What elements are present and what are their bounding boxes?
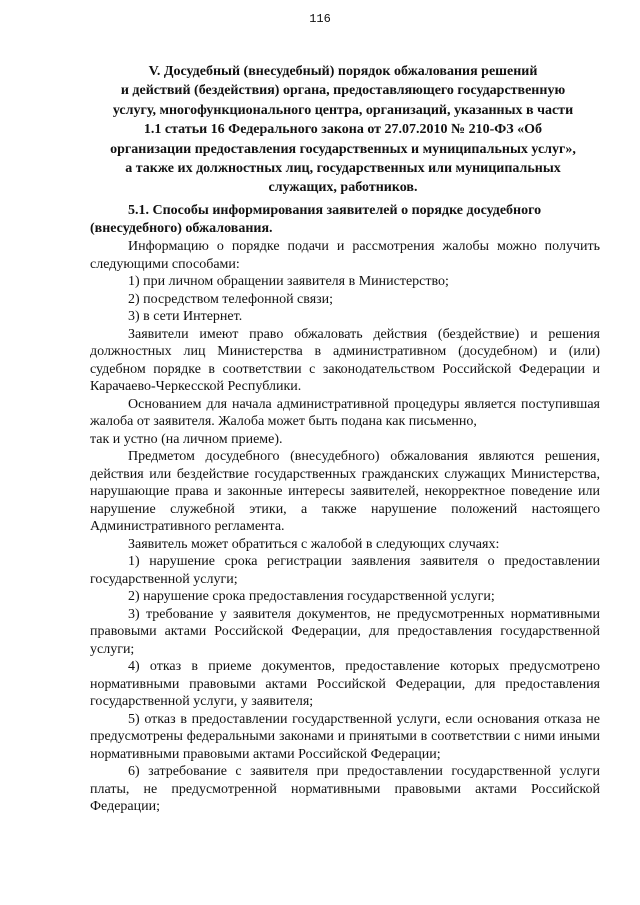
list-item: 5) отказ в предоставлении государственной услуги, если основания отказа не предусмотрены федеральными законами и принятыми в соответствии с ними иными нормативными правовыми актами Российской Федерации;: [90, 711, 600, 762]
list-item: 4) отказ в приеме документов, предоставление которых предусмотрено нормативными правовыми актами Российской Федерации, для предоставления государственной услуги, у заявителя;: [90, 659, 600, 709]
list-item: 6) затребование с заявителя при предоставлении государственной услуги платы, не предусмотренной нормативными правовыми актами Российской Федерации;: [90, 764, 600, 814]
list-item: 1) нарушение срока регистрации заявления заявителя о предоставлении государственной услуги;: [90, 554, 600, 587]
paragraph: Заявитель может обратиться с жалобой в следующих случаях:: [128, 536, 500, 552]
heading-line: 1.1 статьи 16 Федерального закона от 27.07.2010 № 210-ФЗ «Об: [143, 122, 543, 138]
list-item: 3) требование у заявителя документов, не предусмотренных нормативными правовыми актами Российской Федерации, для предоставления государственной услуги;: [90, 606, 600, 657]
paragraph: так и устно (на личном приеме).: [90, 431, 283, 447]
heading-line: услугу, многофункционального центра, организаций, указанных в части: [112, 102, 574, 118]
subheading-line: 5.1. Способы информирования заявителей о порядке досудебного: [128, 203, 542, 218]
heading-line: V. Досудебный (внесудебный) порядок обжалования решений: [148, 64, 538, 79]
subheading-line: (внесудебного) обжалования.: [90, 220, 273, 236]
list-item: 3) в сети Интернет.: [128, 309, 243, 324]
section-heading: [78, 62, 608, 198]
list-item: 2) нарушение срока предоставления государственной услуги;: [128, 589, 495, 604]
list-item: 2) посредством телефонной связи;: [128, 291, 334, 307]
heading-line: и действий (бездействия) органа, предоставляющего государственную: [120, 83, 566, 99]
heading-line: а также их должностных лиц, государственных или муниципальных: [125, 161, 561, 177]
subsection-heading: [90, 202, 600, 237]
heading-line: служащих, работников.: [268, 180, 418, 196]
paragraph: Информацию о порядке подачи и рассмотрения жалобы можно получить следующими способами:: [90, 239, 600, 272]
page-number: 116: [309, 12, 331, 26]
paragraph: Заявители имеют право обжаловать действия (бездействие) и решения должностных лиц Министерства в административном (досудебном) и (или) судебном порядке в соответствии с законодательством Российской Федерации и Карачаево-Черкесской Республики.: [90, 326, 600, 394]
list-item: 1) при личном обращении заявителя в Министерство;: [128, 274, 449, 289]
body-text: [90, 202, 600, 816]
paragraph: Основанием для начала административной процедуры является поступившая жалоба от заявителя. Жалоба может быть подана как письменно,: [90, 396, 600, 429]
paragraph: Предметом досудебного (внесудебного) обжалования являются решения, действия или бездействие государственных гражданских служащих Министерства, нарушающие права и законные интересы заявителей, некорректное поведение или нарушение служебной этики, а также нарушение положений настоящего Административного регламента.: [90, 449, 600, 534]
heading-line: организации предоставления государственных и муниципальных услуг»,: [110, 141, 576, 157]
